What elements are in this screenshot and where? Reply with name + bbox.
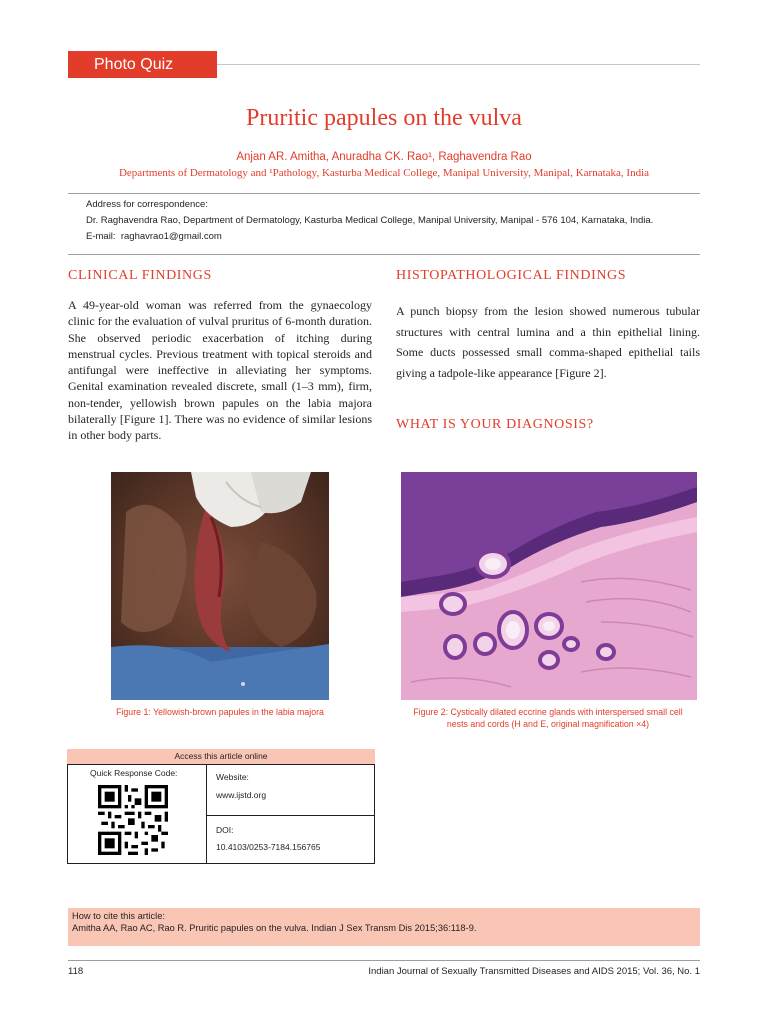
article-affiliation: Departments of Dermatology and ¹Pathology, Kasturba Medical College, Manipal University, Manipal, Karnataka, India (118, 167, 650, 179)
section-tag: Photo Quiz (68, 51, 217, 78)
access-heading: Access this article online (67, 749, 375, 764)
website-link[interactable]: www.ijstd.org (216, 790, 267, 800)
histology-illustration (401, 472, 697, 700)
citation-text: Amitha AA, Rao AC, Rao R. Pruritic papules on the vulva. Indian J Sex Transm Dis 2015;36:118-9. (72, 923, 477, 933)
figure-2-caption (396, 706, 700, 730)
histo-heading: HISTOPATHOLOGICAL FINDINGS (396, 268, 627, 283)
qr-cell (68, 765, 207, 863)
histo-text: A punch biopsy from the lesion showed numerous tubular structures with central lumina and a thin epithelial lining. Some ducts possessed small comma-shaped epithelial tails giving a tadpole-like appearance [Figure 2]. (396, 304, 700, 380)
figure-1-caption: Figure 1: Yellowish-brown papules in the labia majora (116, 707, 324, 717)
figure-1-clinical-photo (111, 472, 329, 700)
correspondence-address: Dr. Raghavendra Rao, Department of Dermatology, Kasturba Medical College, Manipal University, Manipal - 576 104, Karnataka, India. (86, 215, 654, 226)
email-link[interactable]: raghavrao1@gmail.com (120, 231, 222, 242)
access-grid (67, 764, 375, 864)
page-number: 118 (68, 966, 84, 977)
correspondence-box (68, 193, 700, 255)
article-authors: Anjan AR. Amitha, Anuradha CK. Rao¹, Raghavendra Rao (236, 151, 532, 163)
citation-box (68, 908, 700, 946)
footer-rule (68, 960, 700, 961)
doi-label: DOI: (216, 825, 234, 835)
clinical-heading: CLINICAL FINDINGS (68, 268, 212, 283)
diagnosis-heading: WHAT IS YOUR DIAGNOSIS? (396, 417, 594, 432)
figure-2-histology (401, 472, 697, 700)
clinical-photo-illustration (111, 472, 329, 700)
article-title: Pruritic papules on the vulva (246, 105, 522, 131)
qr-label: Quick Response Code: (90, 768, 178, 778)
info-separator (206, 815, 374, 816)
correspondence-email-row (86, 231, 222, 242)
figure-2-caption-line1: Figure 2: Cystically dilated eccrine glands with interspersed small cell (413, 707, 683, 717)
qr-code-icon[interactable] (98, 785, 168, 855)
clinical-text: A 49-year-old woman was referred from the gynaecology clinic for the evaluation of vulval pruritus of 6-month duration. She observed periodic exacerbation of itching during menstrual cycles. Previous treatment with topical steroids and antifungal were ineffective in alleviating her symptoms. Genital examination revealed discrete, small (1–3 mm), firm, non-tender, yellowish brown papules on the labia majora bilaterally [Figure 1]. There was no evidence of similar lesions in other body parts. (68, 298, 372, 443)
email-label: E-mail: (86, 231, 116, 242)
access-article-box (67, 749, 375, 866)
correspondence-label: Address for correspondence: (86, 199, 208, 210)
figure-2-caption-line2: nests and cords (H and E, original magnification ×4) (446, 719, 650, 729)
doi-link[interactable]: 10.4103/0253-7184.156765 (216, 842, 321, 852)
journal-footer: Indian Journal of Sexually Transmitted Diseases and AIDS 2015; Vol. 36, No. 1 (368, 966, 700, 977)
citation-label: How to cite this article: (72, 911, 166, 921)
website-label: Website: (216, 772, 249, 782)
